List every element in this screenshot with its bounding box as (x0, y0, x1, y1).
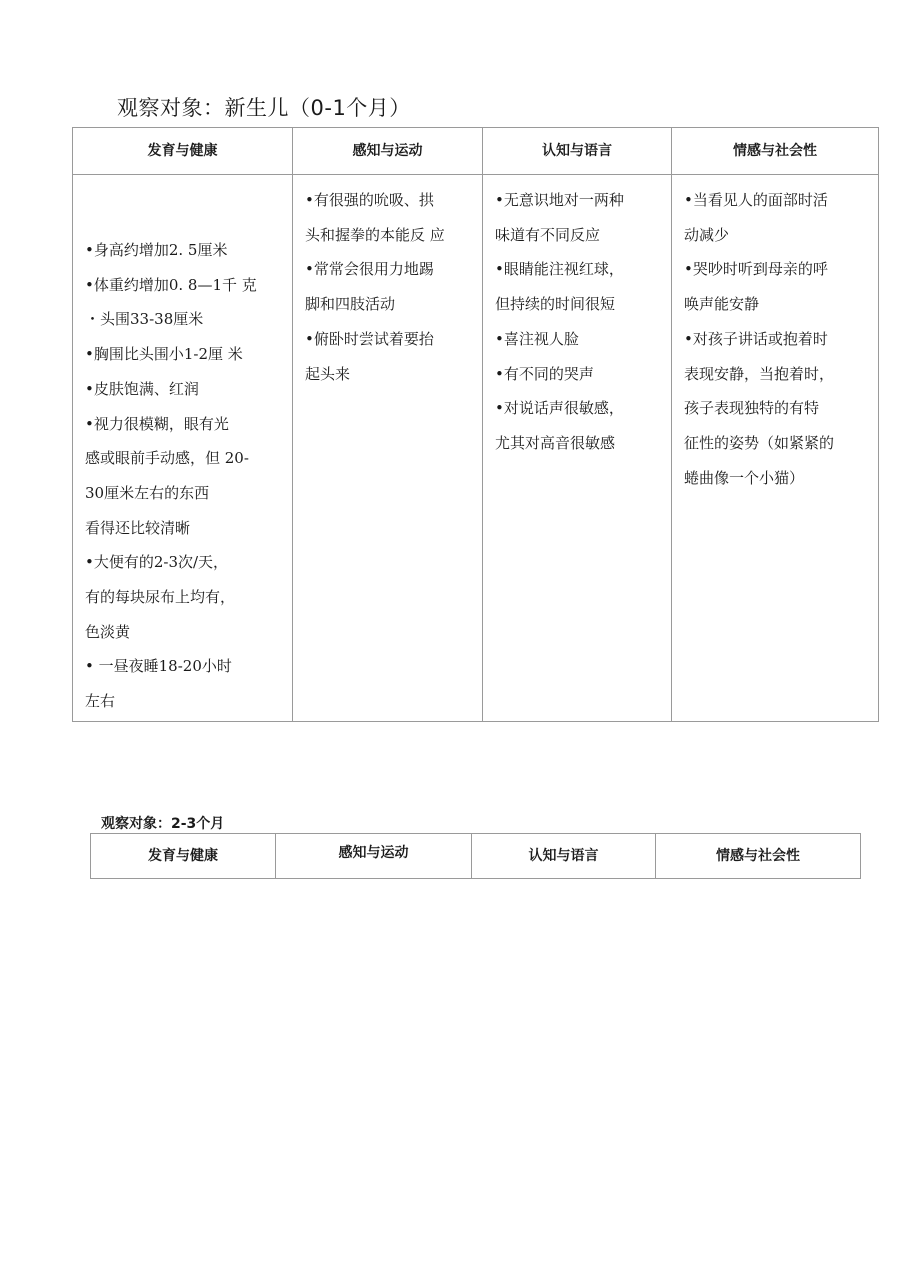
list-item: •喜注视人脸 (495, 329, 579, 348)
list-item: •胸围比头围小1-2厘 米 (85, 345, 243, 364)
list-item: 尤其对高音很敏感 (495, 433, 616, 452)
list-item: 起头来 (305, 364, 351, 383)
header-cognition-language: 认知与语言 (472, 834, 656, 879)
cell-cognition-language (483, 175, 672, 722)
cell-perception-motion (293, 175, 483, 722)
list-item: 动减少 (684, 225, 730, 244)
list-item: 头和握拳的本能反 应 (305, 225, 445, 244)
section2-table (90, 833, 861, 879)
header-emotion-social: 情感与社会性 (656, 834, 861, 879)
header-development-health: 发育与健康 (91, 834, 276, 879)
list-item: 30厘米左右的东西 (85, 483, 210, 502)
list-item: 唤声能安静 (684, 295, 760, 314)
list-item: 脚和四肢活动 (305, 295, 396, 314)
list-item: 色淡黄 (85, 622, 131, 641)
list-item: •对孩子讲话或抱着时 (684, 329, 828, 348)
list-item: ・头围33-38厘米 (85, 310, 204, 329)
list-item: 表现安静，当抱着时， (684, 364, 835, 383)
section1-table (72, 127, 879, 722)
list-item: •常常会很用力地踢 (305, 260, 434, 279)
list-item: 左右 (85, 692, 116, 711)
list-item: •有不同的哭声 (495, 364, 594, 383)
list-item: •视力很模糊，眼有光 (85, 414, 229, 433)
header-perception-motion: 感知与运动 (293, 128, 483, 175)
list-item: 看得还比较清晰 (85, 518, 191, 537)
col-cognition-language-lines (483, 175, 671, 461)
section1-title: 观察对象：新生儿（0-1个月） (117, 96, 411, 120)
section1-content-row (73, 175, 879, 722)
header-emotion-social: 情感与社会性 (672, 128, 879, 175)
col-development-health-lines (73, 175, 292, 719)
list-item: 孩子表现独特的有特 (684, 399, 820, 418)
list-item: •有很强的吮吸、拱 (305, 191, 434, 209)
list-item: •体重约增加0. 8—1千 克 (85, 275, 257, 294)
section1-header-row (73, 128, 879, 175)
list-item: •皮肤饱满、红润 (85, 379, 199, 398)
header-development-health: 发育与健康 (73, 128, 293, 175)
list-item: 但持续的时间很短 (495, 295, 616, 314)
list-item: • 一昼夜睡18-20小时 (85, 657, 232, 676)
list-item: 味道有不同反应 (495, 225, 601, 244)
col-perception-motion-lines (293, 175, 482, 391)
list-item: •对说话声很敏感， (495, 399, 624, 418)
header-perception-motion: 感知与运动 (276, 834, 472, 879)
list-item: •无意识地对一两种 (495, 191, 624, 209)
list-item: •哭吵时听到母亲的呼 (684, 260, 828, 279)
list-item: •身高约增加2. 5厘米 (85, 241, 228, 259)
list-item: 有的每块尿布上均有， (85, 588, 236, 607)
list-item: 蜷曲像一个小猫） (684, 468, 805, 487)
section2-title: 观察对象：2-3个月 (101, 816, 225, 832)
cell-emotion-social (672, 175, 879, 722)
list-item: •当看见人的面部时活 (684, 191, 828, 209)
list-item: •眼睛能注视红球， (495, 260, 624, 279)
section2-header-row (91, 834, 861, 879)
list-item: 感或眼前手动感，但 20- (85, 449, 249, 468)
header-cognition-language: 认知与语言 (483, 128, 672, 175)
list-item: •俯卧时尝试着要抬 (305, 329, 434, 348)
cell-development-health (73, 175, 293, 722)
col-emotion-social-lines (672, 175, 878, 495)
list-item: 征性的姿势（如紧紧的 (684, 433, 835, 452)
list-item: •大便有的2-3次/天， (85, 553, 229, 572)
